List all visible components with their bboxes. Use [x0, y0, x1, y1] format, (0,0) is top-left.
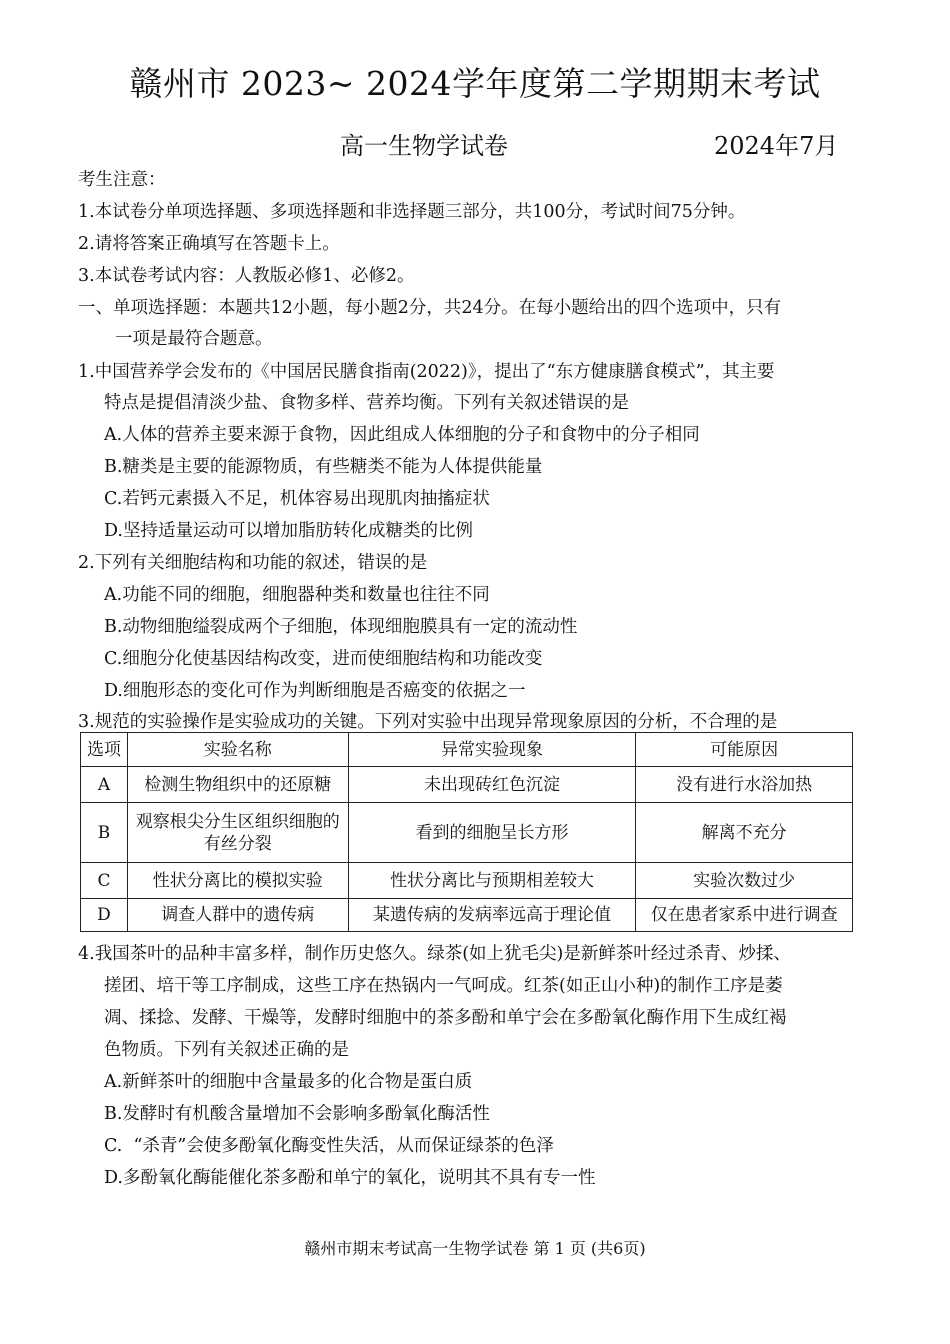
question-1-stem-cont: 特点是提倡清淡少盐、食物多样、营养均衡。下列有关叙述错误的是	[104, 393, 629, 413]
table-cell-phenomenon: 某遗传病的发病率远高于理论值	[348, 899, 636, 932]
table-row	[81, 803, 853, 863]
notice-heading: 考生注意：	[78, 170, 166, 190]
table-header-cell: 异常实验现象	[348, 733, 636, 767]
experiment-name-line: 有丝分裂	[203, 833, 272, 854]
exam-date: 2024年7月	[714, 132, 839, 160]
question-1-option-b: B.糖类是主要的能源物质，有些糖类不能为人体提供能量	[104, 457, 543, 477]
table-cell-experiment: 调查人群中的遗传病	[127, 899, 348, 932]
question-1-option-a: A.人体的营养主要来源于食物，因此组成人体细胞的分子和食物中的分子相同	[104, 425, 700, 445]
question-4-stem-cont: 搓团、培干等工序制成，这些工序在热锅内一气呵成。红茶(如正山小种)的制作工序是萎	[104, 976, 783, 996]
question-2-option-a: A.功能不同的细胞，细胞器种类和数量也往往不同	[104, 585, 490, 605]
question-1-option-c: C.若钙元素摄入不足，机体容易出现肌肉抽搐症状	[104, 489, 490, 509]
question-4-stem-cont: 色物质。下列有关叙述正确的是	[104, 1040, 349, 1060]
table-cell-option: B	[81, 803, 128, 863]
experiment-name-line: 观察根尖分生区组织细胞的	[135, 811, 340, 832]
table-cell-experiment	[127, 803, 348, 863]
question-4-stem-cont: 凋、揉捻、发酵、干燥等，发酵时细胞中的茶多酚和单宁会在多酚氧化酶作用下生成红褐	[104, 1008, 787, 1028]
table-cell-cause: 没有进行水浴加热	[636, 767, 853, 803]
table-cell-option: A	[81, 767, 128, 803]
section-heading-cont: 一项是最符合题意。	[115, 329, 273, 349]
exam-title: 赣州市 2023~ 2024学年度第二学期期末考试	[129, 64, 821, 103]
table-cell-phenomenon: 未出现砖红色沉淀	[348, 767, 636, 803]
exam-subtitle: 高一生物学试卷	[340, 132, 508, 160]
table-header-cell: 实验名称	[127, 733, 348, 767]
table-header-cell: 可能原因	[636, 733, 853, 767]
question-4-option-a: A.新鲜茶叶的细胞中含量最多的化合物是蛋白质	[104, 1072, 473, 1092]
notice-item: 3.本试卷考试内容：人教版必修1、必修2。	[78, 266, 415, 286]
table-cell-phenomenon: 性状分离比与预期相差较大	[348, 863, 636, 899]
table-cell-cause: 实验次数过少	[636, 863, 853, 899]
notice-item: 1.本试卷分单项选择题、多项选择题和非选择题三部分，共100分，考试时间75分钟。	[78, 202, 746, 222]
question-2-option-c: C.细胞分化使基因结构改变，进而使细胞结构和功能改变	[104, 649, 543, 669]
experiment-table	[80, 732, 853, 932]
table-header-row	[81, 733, 853, 767]
table-row	[81, 767, 853, 803]
table-cell-experiment: 性状分离比的模拟实验	[127, 863, 348, 899]
question-4-option-b: B.发酵时有机酸含量增加不会影响多酚氧化酶活性	[104, 1104, 490, 1124]
table-cell-cause: 仅在患者家系中进行调查	[636, 899, 853, 932]
table-cell-option: D	[81, 899, 128, 932]
question-1-option-d: D.坚持适量运动可以增加脂肪转化成糖类的比例	[104, 521, 473, 541]
question-4-option-c: C. “杀青”会使多酚氧化酶变性失活，从而保证绿茶的色泽	[104, 1136, 554, 1156]
notice-item: 2.请将答案正确填写在答题卡上。	[78, 234, 340, 254]
table-cell-experiment: 检测生物组织中的还原糖	[127, 767, 348, 803]
table-row	[81, 899, 853, 932]
question-2-option-d: D.细胞形态的变化可作为判断细胞是否癌变的依据之一	[104, 681, 526, 701]
table-cell-phenomenon: 看到的细胞呈长方形	[348, 803, 636, 863]
table-cell-option: C	[81, 863, 128, 899]
page-footer: 赣州市期末考试高一生物学试卷 第 1 页 (共6页)	[304, 1239, 646, 1258]
question-2-option-b: B.动物细胞缢裂成两个子细胞，体现细胞膜具有一定的流动性	[104, 617, 578, 637]
table-row	[81, 863, 853, 899]
question-3-stem: 3.规范的实验操作是实验成功的关键。下列对实验中出现异常现象原因的分析，不合理的是	[78, 712, 778, 732]
question-4-stem: 4.我国茶叶的品种丰富多样，制作历史悠久。绿茶(如上犹毛尖)是新鲜茶叶经过杀青、炒揉、	[78, 944, 791, 964]
question-4-option-d: D.多酚氧化酶能催化茶多酚和单宁的氧化，说明其不具有专一性	[104, 1168, 596, 1188]
question-1-stem: 1.中国营养学会发布的《中国居民膳食指南(2022)》，提出了“东方健康膳食模式”，其主要	[78, 362, 775, 382]
section-heading: 一、单项选择题：本题共12小题，每小题2分，共24分。在每小题给出的四个选项中，只有	[78, 298, 782, 318]
question-2-stem: 2.下列有关细胞结构和功能的叙述，错误的是	[78, 553, 428, 573]
table-cell-cause: 解离不充分	[636, 803, 853, 863]
table-header-cell: 选项	[81, 733, 128, 767]
